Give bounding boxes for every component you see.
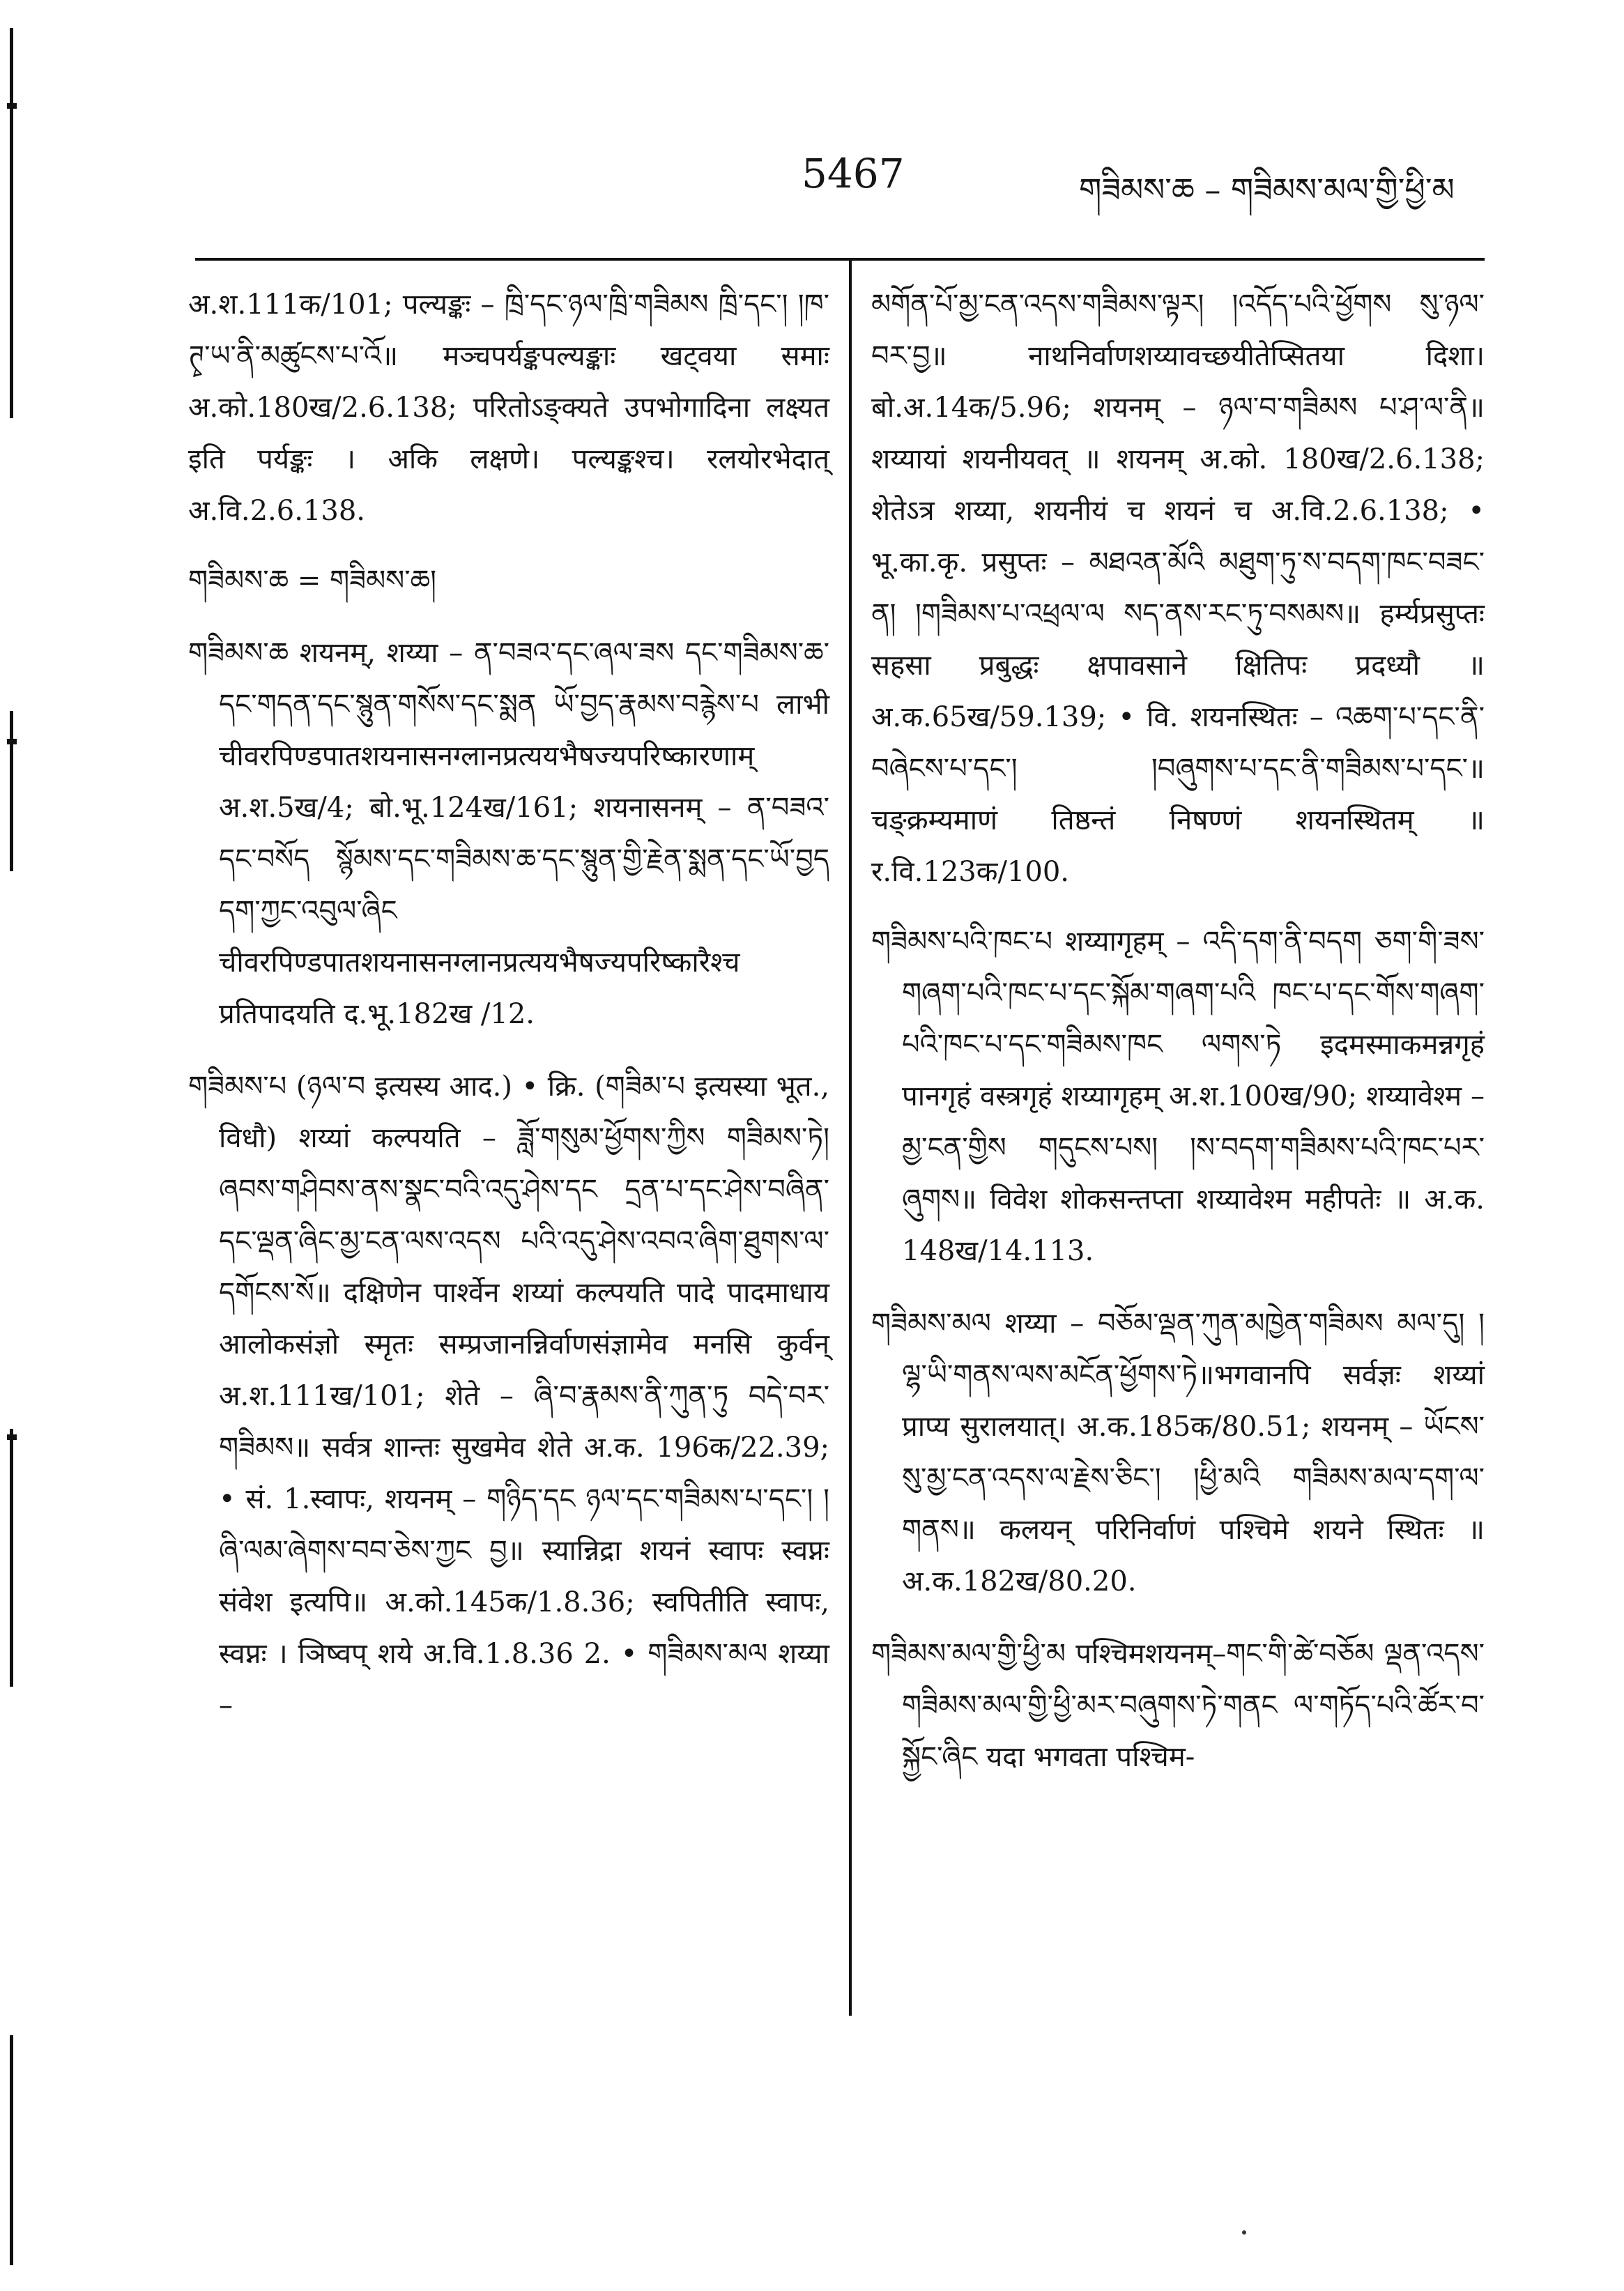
- dictionary-entry: གཟིམས་མལ शय्या – བཅོམ་ལྡན་ཀུན་མཁྱེན་གཟིམས མལ་དུ། །ལྷ་ཡི་གནས་ལས་མངོན་ཕྱོགས་ཏེ॥भगवानपि सर्वज्ञः शय्यां प्राप्य सुरालयात्। अ.क.185क/80.51; शयनम् – ཡོངས་སུ་མྱ་ངན་འདས་ལ་རྗེས་ཅིང་། །ཕྱི་མའི གཟིམས་མལ་དག་ལ་གནས॥ कलयन् परिनिर्वाणं पश्चिमे शयने स्थितः ॥ अ.क.182ख/80.20.: [871, 1308, 1485, 1597]
- scan-speck: [1242, 2230, 1246, 2235]
- right-column: [871, 279, 1485, 1804]
- dictionary-entry: གཟིམས་པ (ཉལ་བ इत्यस्य आद.) • क्रि. (གཟིམ་པ इत्यस्या भूत., विधौ) शय्यां कल्पयति – ཟློ་གསུམ་ཕྱོགས་ཀྱིས གཟིམས་ཏེ། ཞབས་གཤིབས་ནས་སྣང་བའི་འདུ་ཤེས་དང དྲན་པ་དང་ཤེས་བཞིན་དང་ལྡན་ཞིང་མྱ་ངན་ལས་འདས པའི་འདུ་ཤེས་འབའ་ཞིག་ཐུགས་ལ་དགོངས་སོ॥ दक्षिणेन पार्श्वेन शय्यां कल्पयति पादे पादमाधाय आलोकसंज्ञो स्मृतः सम्प्रजानन्निर्वाणसंज्ञामेव मनसि कुर्वन् अ.श.111ख/101; शेते – ཞི་བ་རྣམས་ནི་ཀུན་ཏུ བདེ་བར་གཟིམས॥ सर्वत्र शान्तः सुखमेव शेते अ.क. 196क/22.39; • सं. 1.स्वापः, शयनम् – གཉིད་དང ཉལ་དང་གཟིམས་པ་དང་། །ཞི་ལམ་ཞེགས་བབ་ཅེས་ཀྱང བྱ॥ स्यान्निद्रा शयनं स्वापः स्वप्नः संवेश इत्यपि॥ अ.को.145क/1.8.36; स्वपितीति स्वापः, स्वप्नः । ञिष्वप् शये अ.वि.1.8.36 2. • གཟིམས་མལ शय्या –: [188, 1071, 829, 1722]
- dictionary-entry: གཟིམས་པའི་ཁང་པ शय्यागृहम् – འདི་དག་ནི་བདག ཅག་གི་ཟས་གཞག་པའི་ཁང་པ་དང་སྐོམ་གཞག་པའི ཁང་པ་དང་གོས་གཞག་པའི་ཁང་པ་དང་གཟིམས་ཁང ལགས་ཏེ इदमस्माकमन्नगृहं पानगृहं वस्त्रगृहं शय्यागृहम् अ.श.100ख/90; शय्यावेश्म – མྱ་ངན་གྱིས གདུངས་པས། །ས་བདག་གཟིམས་པའི་ཁང་པར་ཞུགས॥ विवेश शोकसन्तप्ता शय्यावेश्म महीपतेः ॥ अ.क. 148ख/14.113.: [871, 926, 1485, 1267]
- dictionary-entry: མགོན་པོ་མྱ་ངན་འདས་གཟིམས་ལྟར། །འདོད་པའི་ཕྱོགས སུ་ཉལ་བར་བྱ॥ नाथनिर्वाणशय्यावच्छयीतेप्सितया दिशा। बो.अ.14क/5.96; शयनम् – ཉལ་བ་གཟིམས པ་ཤ་ལ་ནི॥ शय्यायां शयनीयवत् ॥ शयनम् अ.को. 180ख/2.6.138; शेतेऽत्र शय्या, शयनीयं च शयनं च अ.वि.2.6.138; • भू.का.कृ. प्रसुप्तः – མཐའན་མོའི མཐུག་ཏུ་ས་བདག་ཁང་བཟང་ན། །གཟིམས་པ་འཕྲལ་ལ སད་ནས་རང་ཏུ་བསམས॥ हर्म्यप्रसुप्तः सहसा प्रबुद्धः क्षपावसाने क्षितिपः प्रदध्यौ ॥ अ.क.65ख/59.139; • वि. शयनस्थितः – འཆག་པ་དང་ནི་བཞེངས་པ་དང་། །བཞུགས་པ་དང་ནི་གཟིམས་པ་དང་॥ चङ्क्रम्यमाणं तिष्ठन्तं निषण्णं शयनस्थितम् ॥ र.वि.123क/100.: [871, 289, 1485, 888]
- scan-edge-line: [10, 1429, 13, 1687]
- dictionary-entry: གཟིམས་ཆ शयनम्, शय्या – ན་བཟའ་དང་ཞལ་ཟས དང་གཟིམས་ཆ་དང་གདན་དང་སྙུན་གསོས་དང་སྨན ཡོ་བྱད་རྣམས་བརྙེས་པ लाभी चीवरपिण्डपातशयनासनग्लानप्रत्ययभैषज्यपरिष्कारणाम् अ.श.5ख/4; बो.भू.124ख/161; शयनासनम् – ན་བཟའ་དང་བསོད སྙོམས་དང་གཟིམས་ཆ་དང་སྙུན་གྱི་རྗེན་སྨན་དང་ཡོ་བྱད དག་ཀྱང་འབུལ་ཞིང चीवरपिण्डपातशयनासनग्लानप्रत्ययभैषज्यपरिष्कारैश्च प्रतिपादयति द.भू.182ख /12.: [188, 637, 829, 1030]
- left-column: [188, 279, 829, 1752]
- dictionary-entry: अ.श.111क/101; पल्यङ्कः – ཁྲི་དང་ཉལ་ཁྲི་གཟིམས ཁྲི་དང་། །ཁ་ཊྭ་ཡ་ནི་མཚུངས་པ་འོ॥ मञ्चपर्यङ्कपल्यङ्काः खट्वया समाः अ.को.180ख/2.6.138; परितोऽङ्क्यते उपभोगादिना लक्ष्यत इति पर्यङ्कः । अकि लक्षणे। पल्यङ्कश्च। रलयोरभेदात् अ.वि.2.6.138.: [188, 289, 829, 527]
- scan-mark: [7, 739, 17, 744]
- scan-edge-line: [10, 2035, 13, 2265]
- page-number: 5467: [802, 150, 905, 197]
- dictionary-entry: གཟིམས་ཆ = གཟིམས་ཆ།: [188, 565, 436, 597]
- scan-edge-line: [10, 711, 13, 871]
- scan-edge-line: [10, 28, 13, 418]
- dictionary-entry: གཟིམས་མལ་གྱི་ཕྱི་མ पश्चिमशयनम्–གང་གི་ཚེ་བཅོམ ལྡན་འདས་གཟིམས་མལ་གྱི་ཕྱི་མར་བཞུགས་ཏེ་གནང ལ་གཏོད་པའི་ཚོར་བ་སྐྱོང་ཞིང यदा भगवता पश्चिम-: [871, 1638, 1485, 1773]
- scan-mark: [7, 1434, 17, 1440]
- header-rule: [195, 258, 1485, 261]
- column-divider: [849, 259, 852, 2016]
- scan-mark: [7, 103, 17, 109]
- running-head: གཟིམས་ཆ – གཟིམས་མལ་གྱི་ཕྱི་མ: [1079, 171, 1455, 208]
